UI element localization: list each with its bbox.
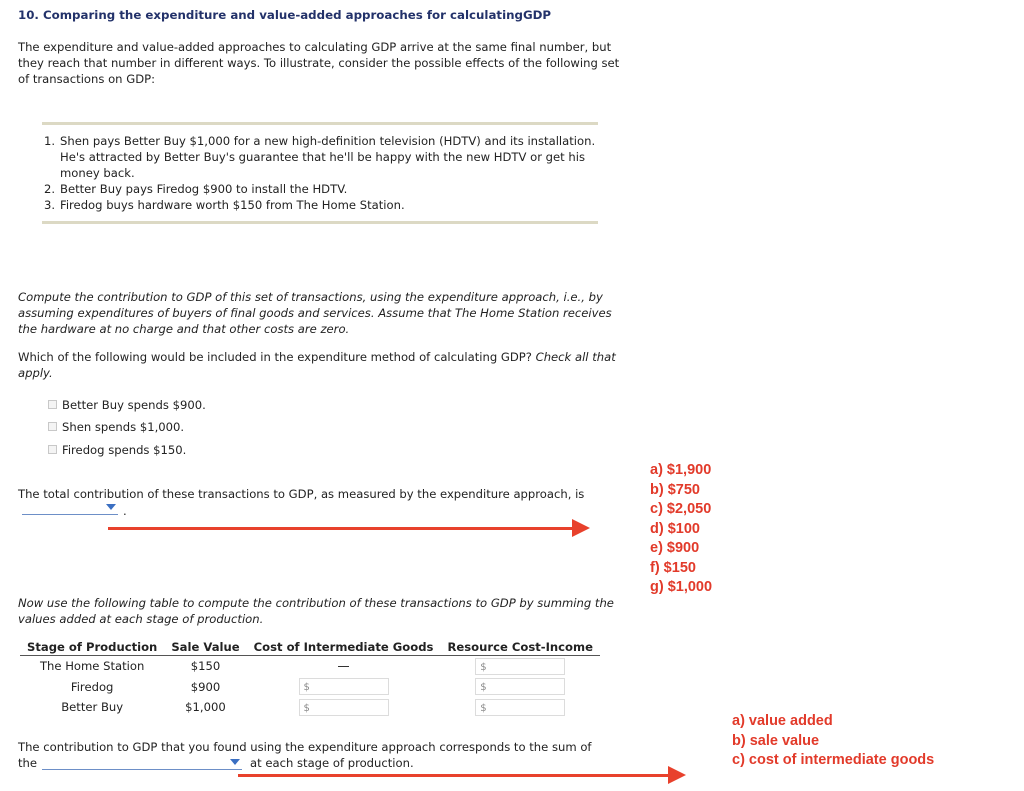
total-gdp-dropdown[interactable] <box>22 500 118 515</box>
compute-instruction: Compute the contribution to GDP of this set of transactions, using the expenditure approach, i.e., by assuming expenditures of buyers of final goods and services. Assume that The Home Station receives the hardware at no charge and that other costs are zero. <box>18 290 612 336</box>
value-added-table <box>20 638 600 718</box>
answer-choices-stage <box>732 712 934 771</box>
annotation-arrow-line <box>108 527 574 530</box>
sale-value-cell: $900 <box>190 679 221 694</box>
answer-choice: c) cost of intermediate goods <box>732 752 935 768</box>
checkbox-option-firedog[interactable]: Firedog spends $150. <box>48 442 186 458</box>
table-row <box>20 697 600 718</box>
sale-value-cell: $150 <box>190 659 221 674</box>
intermediate-cost-cell <box>247 697 441 718</box>
final-question-end: at each stage of production. <box>250 756 414 770</box>
answer-choice: b) $750 <box>650 481 700 498</box>
corresponds-to-dropdown[interactable] <box>42 755 242 770</box>
answer-choice: d) $100 <box>650 520 700 537</box>
intermediate-cost-input[interactable]: $ <box>299 699 389 716</box>
header-resource-cost: Resource Cost-Income <box>440 638 599 656</box>
stage-cell: The Home Station <box>39 659 145 674</box>
intermediate-cost-cell <box>247 677 441 698</box>
checkbox-option-shen[interactable]: Shen spends $1,000. <box>48 419 184 435</box>
annotation-arrow-line <box>238 774 670 777</box>
chevron-down-icon <box>230 759 240 765</box>
header-intermediate-cost: Cost of Intermediate Goods <box>247 638 441 656</box>
answer-choice: e) $900 <box>650 540 700 556</box>
checkbox-question: Which of the following would be included in the expenditure method of calculating GDP? Check all that apply. <box>18 350 616 380</box>
answer-choice: b) sale value <box>732 732 820 749</box>
answer-choice: f) $150 <box>650 559 696 576</box>
box-top-rule <box>42 122 598 125</box>
answer-choice: a) value added <box>732 713 833 729</box>
intro-paragraph: The expenditure and value-added approaches to calculating GDP arrive at the same final number, but they reach that number in different ways. To illustrate, consider the possible effects of the following set of transactions on GDP: <box>18 40 620 86</box>
table-instruction: Now use the following table to compute the contribution of these transactions to GDP by summing the values added at each stage of production. <box>18 596 614 626</box>
box-bottom-rule <box>42 221 598 224</box>
resource-cost-input[interactable]: $ <box>475 699 565 716</box>
resource-cost-input[interactable]: $ <box>475 678 565 695</box>
answer-choice: a) $1,900 <box>650 462 712 478</box>
table-row <box>20 656 600 677</box>
final-question-the: the <box>18 756 38 770</box>
arrow-right-icon <box>668 766 686 784</box>
intermediate-cost-input[interactable]: $ <box>299 678 389 695</box>
checkbox-option-better-buy[interactable]: Better Buy spends $900. <box>48 397 206 413</box>
answer-choice: c) $2,050 <box>650 501 712 517</box>
chevron-down-icon <box>106 504 116 510</box>
stage-cell: Better Buy <box>61 700 124 715</box>
resource-cost-cell <box>440 697 599 718</box>
table-header-row <box>20 638 600 656</box>
intermediate-cost-cell <box>247 656 441 677</box>
checkbox[interactable] <box>48 422 57 431</box>
resource-cost-input[interactable]: $ <box>475 658 565 675</box>
header-sale-value: Sale Value <box>164 638 246 656</box>
sale-value-cell: $1,000 <box>185 700 226 715</box>
transaction-item: 2. Better Buy pays Firedog $900 to install the HDTV. <box>44 182 348 196</box>
total-question: The total contribution of these transactions to GDP, as measured by the expenditure approach, is <box>18 487 585 501</box>
header-stage: Stage of Production <box>20 638 164 656</box>
final-question-line1: The contribution to GDP that you found using the expenditure approach corresponds to the sum of <box>18 740 592 754</box>
transaction-item: 1. Shen pays Better Buy $1,000 for a new high-definition television (HDTV) and its installation. He's attracted by Better Buy's guarantee that he'll be happy with the new HDTV or get his money back. <box>44 134 596 180</box>
table-row <box>20 677 600 698</box>
arrow-right-icon <box>572 519 590 537</box>
transaction-item: 3. Firedog buys hardware worth $150 from The Home Station. <box>44 198 405 212</box>
stage-cell: Firedog <box>70 679 114 694</box>
checkbox[interactable] <box>48 445 57 454</box>
answer-choice: g) $1,000 <box>650 579 713 595</box>
checkbox[interactable] <box>48 400 57 409</box>
resource-cost-cell <box>440 677 599 698</box>
dash-icon <box>338 666 349 667</box>
resource-cost-cell <box>440 656 599 677</box>
answer-choices-total <box>650 461 712 598</box>
transaction-list <box>40 133 600 213</box>
question-title: 10. Comparing the expenditure and value-added approaches for calculatingGDP <box>18 8 552 22</box>
sentence-period: . <box>123 504 127 518</box>
